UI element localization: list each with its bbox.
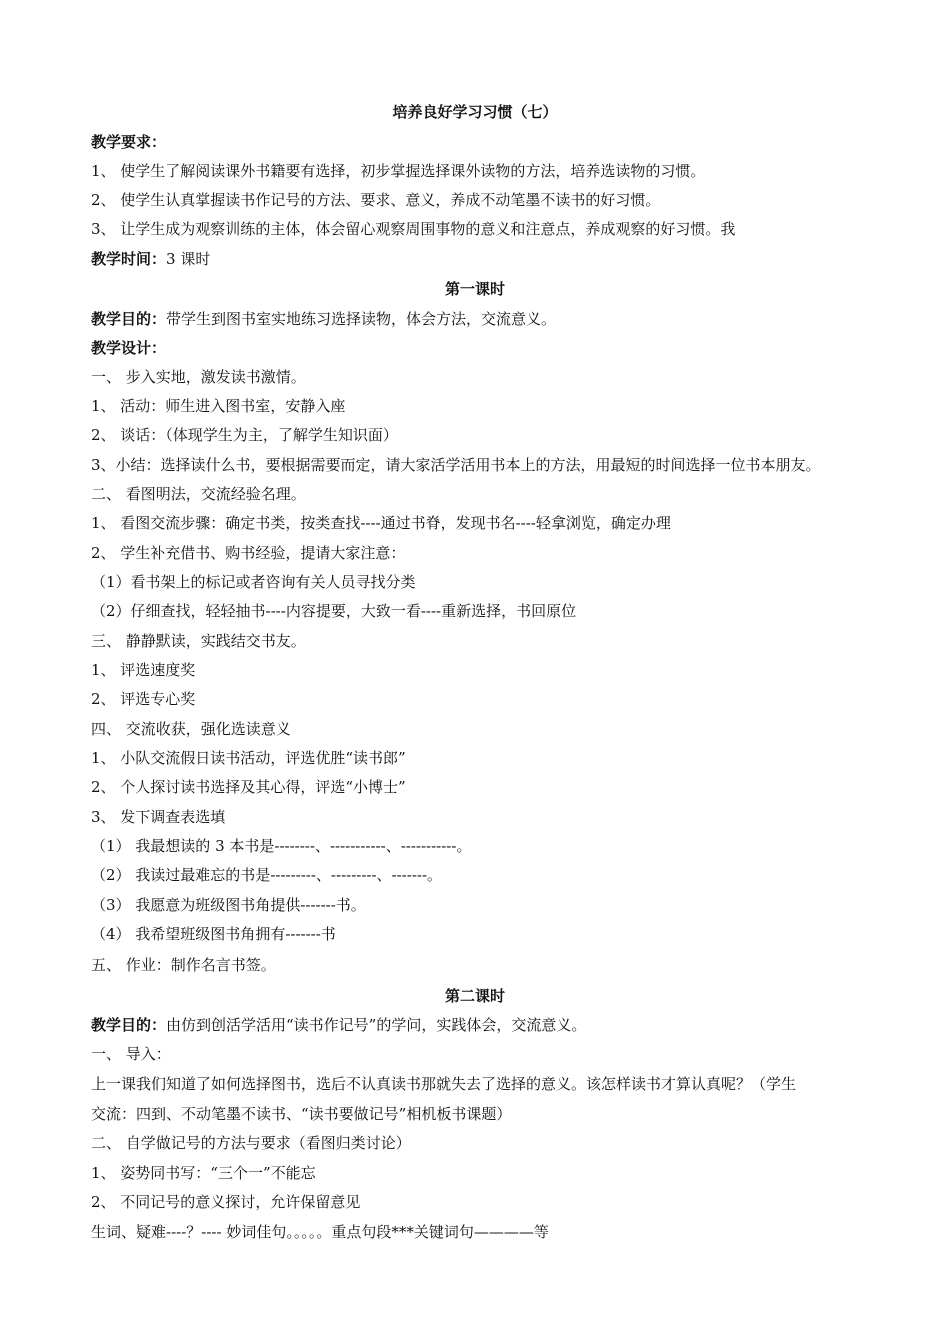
list-item: 2、 不同记号的意义探讨，允许保留意见	[91, 1193, 361, 1211]
design-heading: 教学设计：	[91, 339, 167, 357]
section-heading: 一、 步入实地，激发读书激情。	[91, 368, 306, 386]
section-heading: 二、 自学做记号的方法与要求（看图归类讨论）	[91, 1134, 411, 1152]
requirement-item: 3、 让学生成为观察训练的主体，体会留心观察周围事物的意义和注意点，养成观察的好习惯。我	[91, 220, 736, 238]
marks-line: 生词、疑难----？---- 妙词佳句。。。。。重点句段***关键词句————等	[91, 1223, 549, 1241]
survey-item: （1） 我最想读的 3 本书是--------、-----------、-----------。	[91, 837, 472, 855]
document-title: 培养良好学习习惯（七）	[392, 103, 558, 121]
aim-label: 教学目的：	[91, 310, 167, 328]
section-heading: 三、 静静默读，实践结交书友。	[91, 632, 306, 650]
lesson-1-title: 第一课时	[444, 280, 505, 298]
section-heading: 五、 作业：制作名言书签。	[91, 956, 276, 974]
survey-item: （2） 我读过最难忘的书是---------、---------、-------。	[91, 866, 443, 884]
list-item: 1、 小队交流假日读书活动，评选优胜“读书郎”	[91, 749, 406, 767]
lesson-1-aim	[91, 309, 881, 329]
list-subitem: （2）仔细查找，轻轻抽书----内容提要，大致一看----重新选择，书回原位	[91, 602, 577, 620]
lesson-2-aim	[91, 1015, 881, 1035]
list-item: 2、 谈话：（体现学生为主，了解学生知识面）	[91, 426, 398, 444]
list-item: 3、 发下调查表选填	[91, 808, 226, 826]
list-subitem: （1）看书架上的标记或者咨询有关人员寻找分类	[91, 573, 416, 591]
aim-label: 教学目的：	[91, 1016, 167, 1034]
lesson-2-title: 第二课时	[444, 987, 505, 1005]
list-item: 1、 姿势同书写：“三个一”不能忘	[91, 1164, 316, 1182]
survey-item: （3） 我愿意为班级图书角提供-------书。	[91, 896, 366, 914]
requirement-item: 2、 使学生认真掌握读书作记号的方法、要求、意义，养成不动笔墨不读书的好习惯。	[91, 191, 661, 209]
survey-item: （4） 我希望班级图书角拥有-------书	[91, 925, 336, 943]
list-item: 2、 个人探讨读书选择及其心得，评选“小博士”	[91, 778, 406, 796]
teaching-time-value: 3 课时	[166, 250, 211, 268]
aim-text: 由仿到创活学活用“读书作记号”的学问，实践体会，交流意义。	[166, 1016, 587, 1034]
requirement-item: 1、 使学生了解阅读课外书籍要有选择，初步掌握选择课外读物的方法，培养选读物的习惯。	[91, 162, 706, 180]
teaching-time	[91, 249, 881, 269]
section-heading: 一、 导入：	[91, 1045, 171, 1063]
requirements-heading: 教学要求：	[91, 133, 167, 151]
paragraph-line: 交流：四到、不动笔墨不读书、“读书要做记号”相机板书课题）	[91, 1105, 512, 1123]
list-item: 2、 学生补充借书、购书经验，提请大家注意：	[91, 544, 406, 562]
list-item: 1、 活动：师生进入图书室，安静入座	[91, 397, 346, 415]
section-heading: 四、 交流收获，强化选读意义	[91, 720, 291, 738]
paragraph-line: 上一课我们知道了如何选择图书，选后不认真读书那就失去了选择的意义。该怎样读书才算认真呢？（学生	[91, 1075, 797, 1093]
list-item: 2、 评选专心奖	[91, 690, 196, 708]
teaching-time-label: 教学时间：	[91, 250, 167, 268]
list-item: 3、小结：选择读什么书，要根据需要而定，请大家活学活用书本上的方法，用最短的时间选择一位书本朋友。	[91, 456, 821, 474]
aim-text: 带学生到图书室实地练习选择读物，体会方法，交流意义。	[166, 310, 557, 328]
section-heading: 二、 看图明法，交流经验名理。	[91, 485, 306, 503]
list-item: 1、 评选速度奖	[91, 661, 196, 679]
list-item: 1、 看图交流步骤：确定书类，按类查找----通过书脊，发现书名----轻拿浏览，确定办理	[91, 514, 671, 532]
